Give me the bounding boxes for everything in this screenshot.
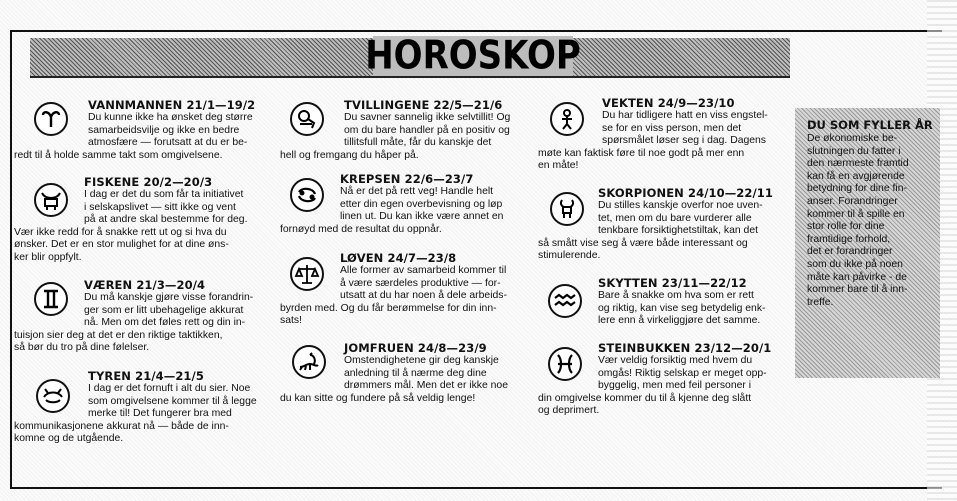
aries-ram-icon [34,102,68,136]
sign-text-line: kommunikasjonene akkurat nå — både de inn- [14,420,229,432]
sign-text-line: byggelig, men med feil personer i [598,380,752,392]
sign-text-line: nå. Men om det føles rett og din in- [84,317,246,329]
sidebar-text-line: slutningen du fatter i [807,145,901,157]
sign-heading: STEINBUKKEN 23/12—20/1 [598,341,772,355]
sign-text-line: Du har tidligere hatt en viss engstel- [602,110,768,121]
sidebar-text-line: kommer til å spille en [807,208,905,220]
sign-text-line: tenkbare forsiktighetstiltak, kan det [598,225,758,237]
sign-tvillingene [280,98,542,162]
page-title: HOROSKOP [365,33,581,79]
sign-text-line: spørsmålet løser seg i dag. Dagens [602,135,767,147]
sidebar-text-line: framtidige forhold, [807,233,891,245]
sign-text-line: Du savner sannelig ikke selvtillit! Og [344,112,511,123]
sign-text-line: Vær ikke redd for å snakke rett ut og si hva du [14,226,227,238]
sign-steinbukken [538,341,790,418]
sign-text-line: ger som er litt ubehagelige akkurat [84,304,244,316]
sign-text-line: møte kan faktisk føre til noe godt på mer enn [538,147,745,159]
sign-text-line: i selskapslivet — sitt ikke og vent [84,201,236,213]
gemini-icon [34,282,68,316]
sign-text-line: du kan sitte og fundere på så veldig lenge! [280,392,476,404]
sign-text-line: og deprimert. [538,405,600,417]
scorpion-icon [292,345,326,379]
sign-text-line: som omgivelsene kommer til å legge [88,395,257,407]
sign-text-line: Du må kanskje gjøre visse forandrin- [84,292,254,303]
sign-text-line: så bør du tro på dine følelser. [14,342,150,354]
lion-icon [290,102,324,136]
sign-text-line: Bare å snakke om hva som er rett [598,290,754,301]
sidebar-text-line: måte kan påvirke - de [807,271,907,283]
sidebar-text-line: stor rolle for dine [807,221,885,233]
sign-text-line: ker blir oppfylt. [14,251,82,263]
sign-text-line: samarbeidsvilje og ikke en bedre [88,124,240,136]
sign-text-line: linen ut. Du kan ikke være annet en [340,211,504,223]
sign-text-line: komne og de utgående. [14,433,124,445]
sign-text-line: Alle former av samarbeid kommer til [340,265,507,276]
title-box [365,33,581,79]
sign-text-line: anledning til å nærme deg dine [344,367,487,379]
sidebar-text-line: det er forandringer [807,246,893,258]
sidebar-text [807,133,925,309]
sign-vekten [538,96,790,173]
sign-text-line: redt til å holde samme takt som omgivelsene. [14,149,223,161]
sign-text-line: stimulerende. [538,250,601,262]
sign-text-line: tillitsfull måte, får du kanskje det [344,137,492,149]
sign-krepsen [280,172,542,236]
sign-text-line: hell og fremgang du håper på. [280,149,419,161]
sign-text-line: og riktig, kan vise seg betydelig enk- [598,302,766,314]
sign-text-line: ønsker. Det er en stor mulighet for at dine øns- [14,239,229,251]
sign-text-line: Du stilles kanskje overfor noe uven- [598,200,763,211]
sign-text-line: I dag er det fornuft i alt du sier. Noe [88,383,251,394]
aquarius-icon [548,284,582,318]
sign-heading: VANNMANNEN 21/1—19/2 [88,98,256,112]
sign-text-line: en måte! [538,160,579,172]
sign-heading: TYREN 21/4—21/5 [88,369,204,383]
sign-text-line: tuisjon sier deg at det er den riktige taktikken, [14,329,223,341]
bull-icon [34,183,68,217]
sign-text-line: så smått vise seg å være både interessant og [538,237,748,249]
sign-text-line: drømmers mål. Men det er ikke noe [344,380,508,392]
sidebar-text-line: betydning for dine fin- [807,183,907,195]
sidebar-text-line: anser. Forandringer [807,195,898,207]
sidebar-text-line: De økonomiske be- [807,133,898,144]
sign-skytten [538,276,790,328]
sidebar-text-line: kommer bare til å inn- [807,284,908,296]
sign-tyren [14,369,280,446]
sign-heading: TVILLINGENE 22/5—21/6 [344,98,503,112]
sign-text-line: sats! [280,315,302,327]
sidebar-text-line: som du ikke på noen [807,258,903,270]
goat-icon [550,192,584,226]
sign-text-line: fornøyd med de resultat du oppnår. [280,223,442,235]
sign-text-line: din omgivelse kommer du til å kjenne deg slått [538,392,752,404]
sign-text-line: Nå er det på rett veg! Handle helt [340,186,494,197]
sign-heading: FISKENE 20/2—20/3 [84,175,213,189]
sidebar-text-line: kan få en avgjørende [807,170,905,182]
sign-text-line: byrden med. Og du får berømmelse for din inn- [280,302,497,314]
sign-text-line: på at andre skal bestemme for deg. [84,214,248,226]
sign-text-line: Omstendighetene gir deg kanskje [344,355,499,366]
pisces-icon [548,347,582,381]
sign-text-line: omgås! Riktig selskap er meget opp- [598,367,767,379]
sign-text-line: utsatt at du har noen å dele arbeids- [340,290,507,302]
sign-skorpionen [538,186,790,263]
sign-heading: KREPSEN 22/6—23/7 [340,172,474,186]
sign-text-line: Du kunne ikke ha ønsket deg større [88,112,253,123]
cancer-icon [290,178,324,212]
sign-heading: VEKTEN 24/9—23/10 [602,96,735,110]
sign-vaeren [14,278,280,355]
sign-text-line: tet, men om du bare vurderer alle [598,212,752,224]
scales-icon [290,257,324,291]
sign-heading: JOMFRUEN 24/8—23/9 [344,341,487,355]
sidebar-text-line: den nærmeste framtid [807,158,909,170]
sign-text-line: å være særdeles produktive — for- [340,277,501,289]
sign-fiskene [14,175,280,265]
sign-text-line: merke til! Det fungerer bra med [88,408,232,420]
sign-heading: LØVEN 24/7—23/8 [340,251,457,265]
crab-icon [36,379,70,413]
sign-loven [280,251,542,328]
sidebar-text-line: treffe. [807,296,834,308]
sign-vannmannen [14,98,280,162]
sign-text-line: atmosfære — forutsatt at du er be- [88,137,248,149]
virgin-icon [550,102,584,136]
sign-text-line: om du bare handler på en positiv og [344,124,510,136]
sign-text-line: Vær veldig forsiktig med hvem du [598,355,753,366]
sign-heading: SKORPIONEN 24/10—22/11 [598,186,774,200]
birthday-sidebar [795,108,940,378]
sign-heading: VÆREN 21/3—20/4 [84,278,206,292]
sign-text-line: I dag er det du som får ta initiativet [84,189,244,200]
sign-heading: SKYTTEN 23/11—22/12 [598,276,747,290]
sign-jomfruen [280,341,542,405]
sidebar-heading: DU SOM FYLLER ÅR [807,118,933,132]
sign-text-line: se for en viss person, men det [602,122,742,134]
sign-text-line: etter din egen overbevisning og løp [340,198,503,210]
sign-text-line: lere enn å virkeliggjøre det samme. [598,315,761,327]
